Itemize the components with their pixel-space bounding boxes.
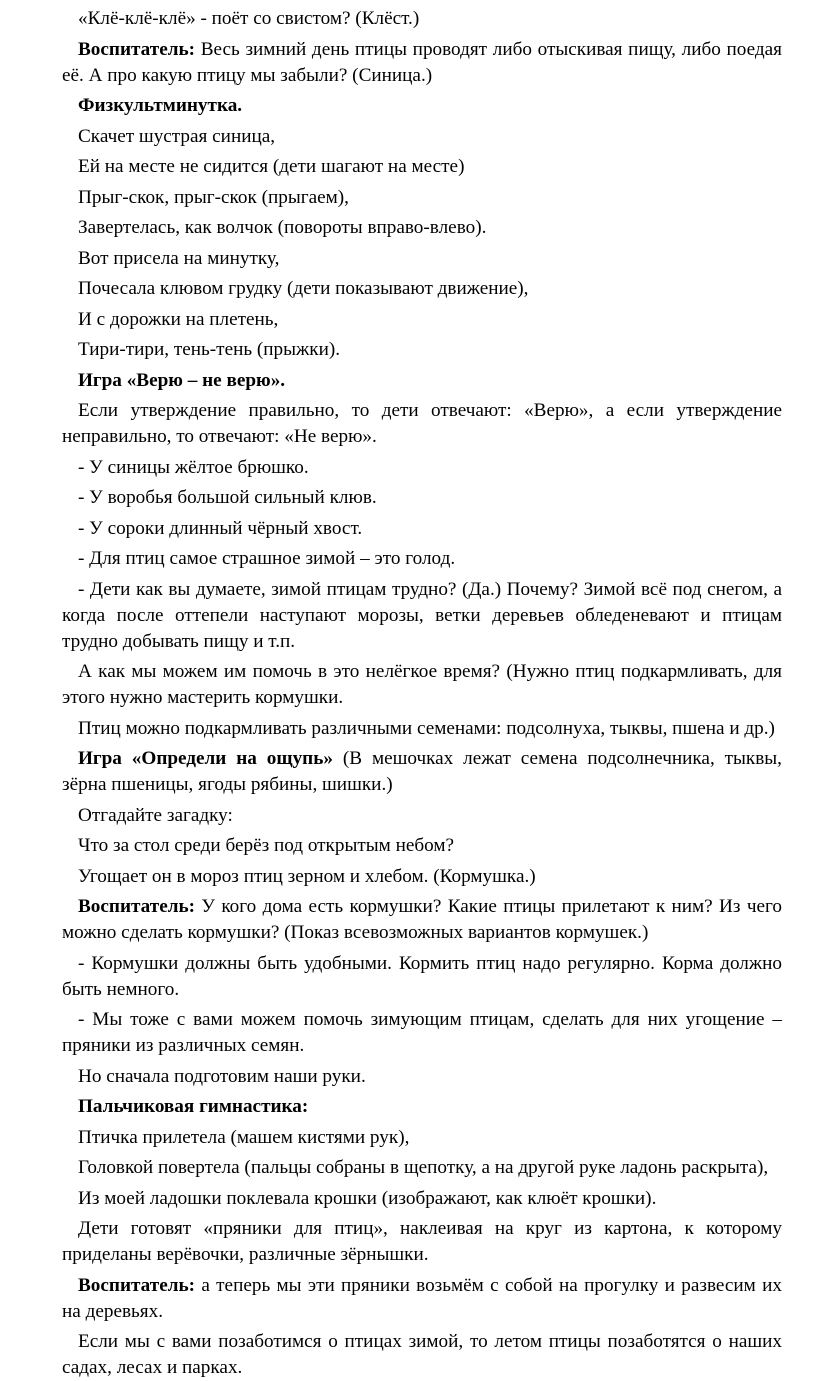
paragraph-text: Ей на месте не сидится (дети шагают на месте) bbox=[78, 156, 465, 177]
paragraph bbox=[62, 1216, 782, 1268]
paragraph-text: А как мы можем им помочь в это нелёгкое время? (Нужно птиц подкармливать, для этого нужно мастерить кормушки. bbox=[62, 661, 782, 708]
paragraph-text: Отгадайте загадку: bbox=[78, 804, 233, 826]
paragraph-text: Что за стол среди берёз под открытым небом? bbox=[78, 835, 455, 856]
paragraph bbox=[62, 154, 782, 180]
paragraph-text: - Кормушки должны быть удобными. Кормить птиц надо регулярно. Корма должно быть немного. bbox=[62, 952, 782, 1000]
paragraph bbox=[62, 716, 782, 742]
paragraph bbox=[62, 485, 782, 511]
paragraph bbox=[62, 746, 782, 798]
paragraph bbox=[62, 951, 782, 1003]
paragraph bbox=[62, 185, 782, 211]
paragraph bbox=[62, 337, 782, 363]
paragraph-text: Птиц можно подкармливать различными семенами: подсолнуха, тыквы, пшена и др.) bbox=[78, 717, 775, 739]
paragraph-text: Головкой повертела (пальцы собраны в щепотку, а на другой руке ладонь раскрыта), bbox=[78, 1157, 769, 1178]
paragraph-text: Скачет шустрая синица, bbox=[78, 125, 276, 147]
paragraph bbox=[62, 894, 782, 946]
paragraph bbox=[62, 246, 782, 272]
paragraph bbox=[62, 307, 782, 333]
paragraph bbox=[62, 577, 782, 655]
paragraph-text: - У сороки длинный чёрный хвост. bbox=[78, 517, 363, 539]
paragraph-text: Из моей ладошки поклевала крошки (изображают, как клюёт крошки). bbox=[78, 1187, 657, 1209]
paragraph-text: Если мы с вами позаботимся о птицах зимой, то летом птицы позаботятся о наших садах, лесах и парках. bbox=[62, 1331, 782, 1378]
paragraph-lead: Пальчиковая гимнастика: bbox=[78, 1096, 309, 1117]
paragraph-text: Почесала клювом грудку (дети показывают движение), bbox=[78, 278, 529, 299]
paragraph-text: - Мы тоже с вами можем помочь зимующим птицам, сделать для них угощение – пряники из различных семян. bbox=[62, 1009, 782, 1056]
paragraph bbox=[62, 1155, 782, 1181]
paragraph-text: а теперь мы эти пряники возьмём с собой на прогулку и развесим их на деревьях. bbox=[62, 1274, 782, 1322]
paragraph-text: Дети готовят «пряники для птиц», наклеивая на круг из картона, к которому приделаны верёвочки, различные зёрнышки. bbox=[62, 1218, 782, 1265]
paragraph-text: Весь зимний день птицы проводят либо отыскивая пищу, либо поедая её. А про какую птицу мы забыли? (Синица.) bbox=[62, 38, 782, 86]
paragraph-lead: Игра «Верю – не верю». bbox=[78, 369, 286, 391]
paragraph-text: Птичка прилетела (машем кистями рук), bbox=[78, 1126, 410, 1148]
paragraph bbox=[62, 398, 782, 450]
paragraph-text: - Для птиц самое страшное зимой – это голод. bbox=[78, 548, 456, 569]
paragraph bbox=[62, 659, 782, 711]
paragraph bbox=[62, 368, 782, 394]
paragraph-text: Завертелась, как волчок (повороты вправо-влево). bbox=[78, 217, 487, 238]
paragraph bbox=[62, 864, 782, 890]
paragraph-lead: Воспитатель: bbox=[78, 1274, 196, 1296]
paragraph-text: - У воробья большой сильный клюв. bbox=[78, 487, 377, 508]
paragraph-text: Но сначала подготовим наши руки. bbox=[78, 1065, 366, 1087]
paragraph-lead: Физкультминутка. bbox=[78, 95, 243, 116]
paragraph-text: Вот присела на минутку, bbox=[78, 247, 280, 269]
paragraph bbox=[62, 516, 782, 542]
paragraph bbox=[62, 1329, 782, 1381]
paragraph bbox=[62, 215, 782, 241]
paragraph bbox=[62, 833, 782, 859]
paragraph-lead: Игра «Определи на ощупь» bbox=[78, 748, 333, 769]
paragraph bbox=[62, 1094, 782, 1120]
paragraph-lead: Воспитатель: bbox=[78, 38, 196, 60]
paragraph-text: Тири-тири, тень-тень (прыжки). bbox=[78, 339, 341, 360]
paragraph bbox=[62, 93, 782, 119]
paragraph-text: - У синицы жёлтое брюшко. bbox=[78, 456, 309, 478]
paragraph bbox=[62, 546, 782, 572]
paragraph-text: Угощает он в мороз птиц зерном и хлебом. (Кормушка.) bbox=[78, 865, 536, 887]
paragraph-text: Прыг-скок, прыг-скок (прыгаем), bbox=[78, 186, 349, 208]
paragraph-text: «Клё-клё-клё» - поёт со свистом? (Клёст.) bbox=[78, 8, 420, 29]
paragraph bbox=[62, 803, 782, 829]
paragraph bbox=[62, 276, 782, 302]
paragraph bbox=[62, 1064, 782, 1090]
paragraph bbox=[62, 1125, 782, 1151]
paragraph-lead: Воспитатель: bbox=[78, 896, 196, 917]
paragraph bbox=[62, 455, 782, 481]
paragraph-text: И с дорожки на плетень, bbox=[78, 308, 279, 330]
paragraph bbox=[62, 1186, 782, 1212]
paragraph bbox=[62, 6, 782, 32]
paragraph bbox=[62, 1273, 782, 1325]
paragraph bbox=[62, 124, 782, 150]
paragraph bbox=[62, 37, 782, 89]
paragraph-text: Если утверждение правильно, то дети отвечают: «Верю», а если утверждение неправильно, то отвечают: «Не верю». bbox=[62, 400, 782, 447]
paragraph-text: (В мешочках лежат семена подсолнечника, тыквы, зёрна пшеницы, ягоды рябины, шишки.) bbox=[62, 748, 782, 795]
paragraph-text: У кого дома есть кормушки? Какие птицы прилетают к ним? Из чего можно сделать кормушки? (Показ всевозможных вариантов кормушек.) bbox=[62, 896, 782, 943]
paragraph-text: - Дети как вы думаете, зимой птицам трудно? (Да.) Почему? Зимой всё под снегом, а когда после оттепели наступают морозы, ветки деревьев обледеневают и птицам трудно добывать пищу и т.п. bbox=[62, 578, 782, 652]
paragraph bbox=[62, 1007, 782, 1059]
